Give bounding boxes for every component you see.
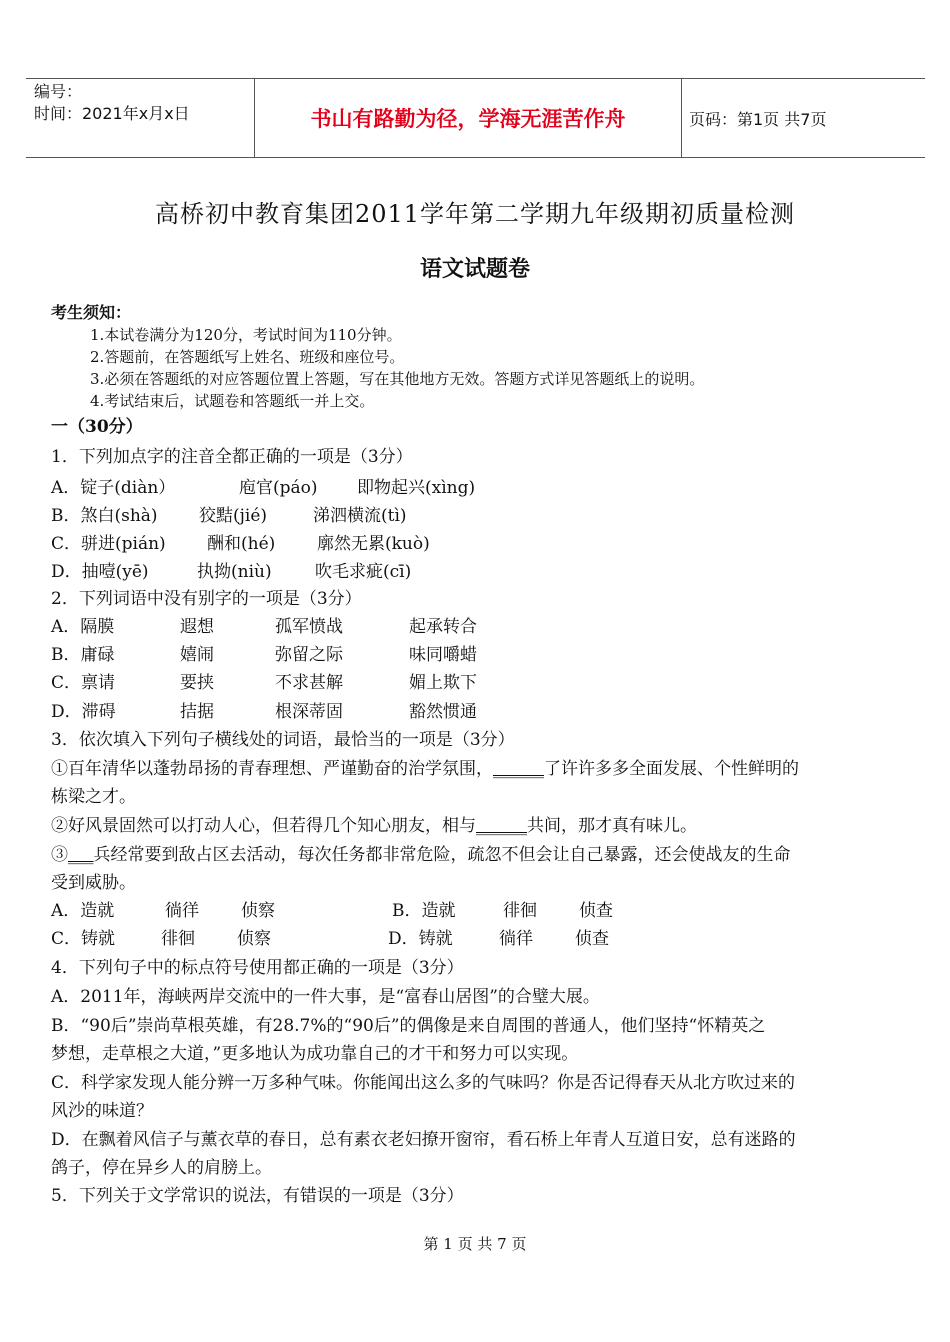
question-4-option-c-cont: 风沙的味道？	[51, 1101, 153, 1121]
question-1-stem: 1．下列加点字的注音全都正确的一项是（3分）	[51, 447, 413, 467]
exam-title: 高桥初中教育集团2011学年第二学期九年级期初质量检测	[154, 200, 796, 228]
question-4-option-b: B．“90后”崇尚草根英雄，有28.7%的“90后”的偶像是来自周围的普通人，他们坚持“怀精英之	[51, 1016, 766, 1036]
question-4-option-a: A．2011年，海峡两岸交流中的一件大事，是“富春山居图”的合璧大展。	[51, 987, 600, 1007]
question-3-sentence-1-cont: 栋梁之才。	[51, 787, 136, 807]
number-label: 编号：	[34, 82, 83, 101]
section-heading: 一（30分）	[51, 417, 143, 437]
header-page-number: 页码：第1页 共7页	[689, 109, 827, 129]
question-3-sentence-1: ①百年清华以蓬勃昂扬的青春理想、严谨勤奋的治学氛围，______了许许多多全面发展、个性鲜明的	[51, 759, 799, 779]
notice-item: 1.本试卷满分为120分，考试时间为110分钟。	[90, 326, 402, 344]
question-4-option-c: C．科学家发现人能分辨一万多种气味。你能闻出这么多的气味吗？你是否记得春天从北方吹过来的	[51, 1073, 796, 1093]
question-3-sentence-2: ②好风景固然可以打动人心，但若得几个知心朋友，相与______共间，那才真有味儿。	[51, 816, 697, 836]
notice-heading: 考生须知：	[51, 303, 132, 322]
page-header	[26, 78, 925, 158]
header-motto: 书山有路勤为径，学海无涯苦作舟	[254, 79, 682, 157]
question-3-stem: 3．依次填入下列句子横线处的词语，最恰当的一项是（3分）	[51, 730, 515, 750]
notice-item: 4.考试结束后，试题卷和答题纸一并上交。	[90, 392, 375, 410]
time-label: 时间：2021年x月x日	[34, 104, 190, 123]
question-5-stem: 5．下列关于文学常识的说法，有错误的一项是（3分）	[51, 1186, 464, 1206]
header-meta	[34, 81, 254, 125]
exam-subtitle: 语文试题卷	[419, 257, 530, 282]
page-footer: 第 1 页 共 7 页	[423, 1235, 527, 1253]
notice-item: 3.必须在答题纸的对应答题位置上答题，写在其他地方无效。答题方式详见答题纸上的说明。	[90, 370, 705, 388]
question-4-stem: 4．下列句子中的标点符号使用都正确的一项是（3分）	[51, 958, 464, 978]
question-2-stem: 2．下列词语中没有别字的一项是（3分）	[51, 589, 362, 609]
question-4-option-b-cont: 梦想，走草根之大道，”更多地认为成功靠自己的才干和努力可以实现。	[51, 1044, 579, 1064]
question-3-sentence-3: ③___兵经常要到敌占区去活动，每次任务都非常危险，疏忽不但会让自己暴露，还会使战友的生命	[51, 845, 791, 865]
question-4-option-d-cont: 鸽子，停在异乡人的肩膀上。	[51, 1158, 272, 1178]
question-4-option-d: D．在飘着风信子与薰衣草的春日，总有素衣老妇撩开窗帘，看石桥上年青人互道日安，总有迷路的	[51, 1130, 796, 1150]
notice-item: 2.答题前，在答题纸写上姓名、班级和座位号。	[90, 348, 405, 366]
question-3-sentence-3-cont: 受到威胁。	[51, 873, 136, 893]
